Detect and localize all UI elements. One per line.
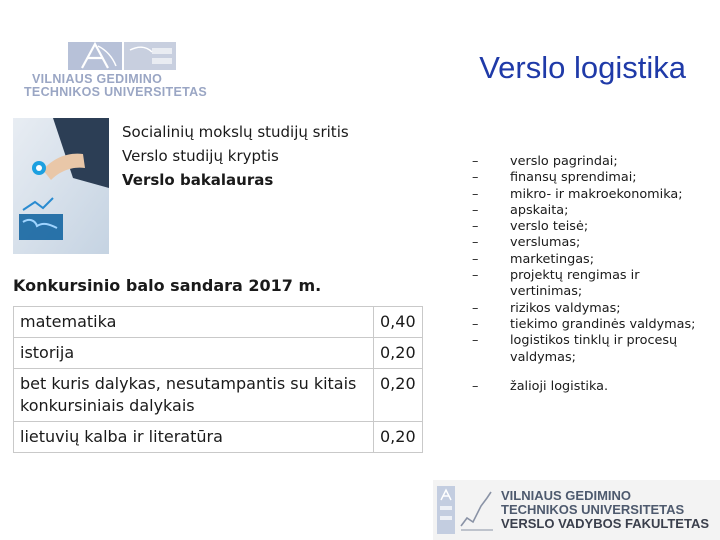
business-photo (13, 118, 109, 254)
list-item-label: finansų sprendimai; (510, 170, 637, 186)
list-item (472, 203, 712, 219)
footer-line-2: TECHNIKOS UNIVERSITETAS (501, 502, 685, 517)
footer-line-3: VERSLO VADYBOS FAKULTETAS (501, 516, 710, 531)
list-item (472, 170, 712, 186)
dash-bullet: – (472, 235, 479, 251)
table-row (14, 422, 423, 453)
list-item (472, 317, 712, 333)
list-item (472, 154, 712, 170)
weight-cell: 0,20 (374, 422, 423, 453)
dash-bullet: – (472, 378, 479, 394)
study-direction: Verslo studijų kryptis (122, 147, 279, 165)
weight-cell: 0,40 (374, 307, 423, 338)
table-row (14, 338, 423, 369)
subject-cell: bet kuris dalykas, nesutampantis su kitais konkursiniais dalykais (14, 369, 374, 422)
table-row (14, 307, 423, 338)
list-item-label: žalioji logistika. (510, 378, 609, 394)
score-table (13, 306, 423, 453)
list-item-label: rizikos valdymas; (510, 300, 621, 316)
weight-cell: 0,20 (374, 369, 423, 422)
subject-cell: matematika (14, 307, 374, 338)
dash-bullet: – (472, 202, 479, 218)
faculty-emblem-icon (437, 486, 493, 534)
faculty-logo (433, 480, 720, 540)
degree-name: Verslo bakalauras (122, 171, 274, 189)
subject-cell: lietuvių kalba ir literatūra (14, 422, 374, 453)
dash-bullet: – (472, 186, 479, 202)
list-item (472, 252, 712, 268)
list-item (472, 187, 712, 203)
list-item-label: verslo teisė; (510, 219, 589, 235)
page-title: Verslo logistika (479, 50, 686, 85)
list-item-label: verslumas; (510, 235, 581, 251)
dash-bullet: – (472, 268, 479, 284)
list-item-label: tiekimo grandinės valdymas; (510, 316, 696, 332)
university-emblem-icon (68, 40, 176, 72)
table-row (14, 369, 423, 422)
dash-bullet: – (472, 333, 479, 349)
subject-cell: istorija (14, 338, 374, 369)
list-item-label: logistikos tinklų ir procesų valdymas; (510, 333, 678, 365)
list-item (472, 379, 712, 395)
list-item (472, 333, 712, 366)
score-heading: Konkursinio balo sandara 2017 m. (13, 276, 322, 295)
logo-line-1: VILNIAUS GEDIMINO (32, 72, 163, 86)
study-area: Socialinių mokslų studijų sritis (122, 123, 349, 141)
dash-bullet: – (472, 300, 479, 316)
dash-bullet: – (472, 219, 479, 235)
list-item (472, 268, 712, 301)
university-logo (22, 36, 207, 102)
weight-cell: 0,20 (374, 338, 423, 369)
list-item-label: mikro- ir makroekonomika; (510, 186, 683, 202)
list-item-label: verslo pagrindai; (510, 154, 618, 169)
dash-bullet: – (472, 316, 479, 332)
list-item (472, 235, 712, 251)
footer-line-1: VILNIAUS GEDIMINO (501, 488, 632, 503)
dash-bullet: – (472, 251, 479, 267)
logo-line-2: TECHNIKOS UNIVERSITETAS (24, 85, 208, 99)
list-item (472, 219, 712, 235)
list-item-label: marketingas; (510, 251, 595, 267)
dash-bullet: – (472, 170, 479, 186)
list-item-label: apskaita; (510, 202, 569, 218)
dash-bullet: – (472, 154, 479, 169)
topics-list (472, 154, 712, 395)
list-item (472, 301, 712, 317)
list-item-label: projektų rengimas ir vertinimas; (510, 268, 640, 300)
study-field-block (122, 120, 349, 192)
